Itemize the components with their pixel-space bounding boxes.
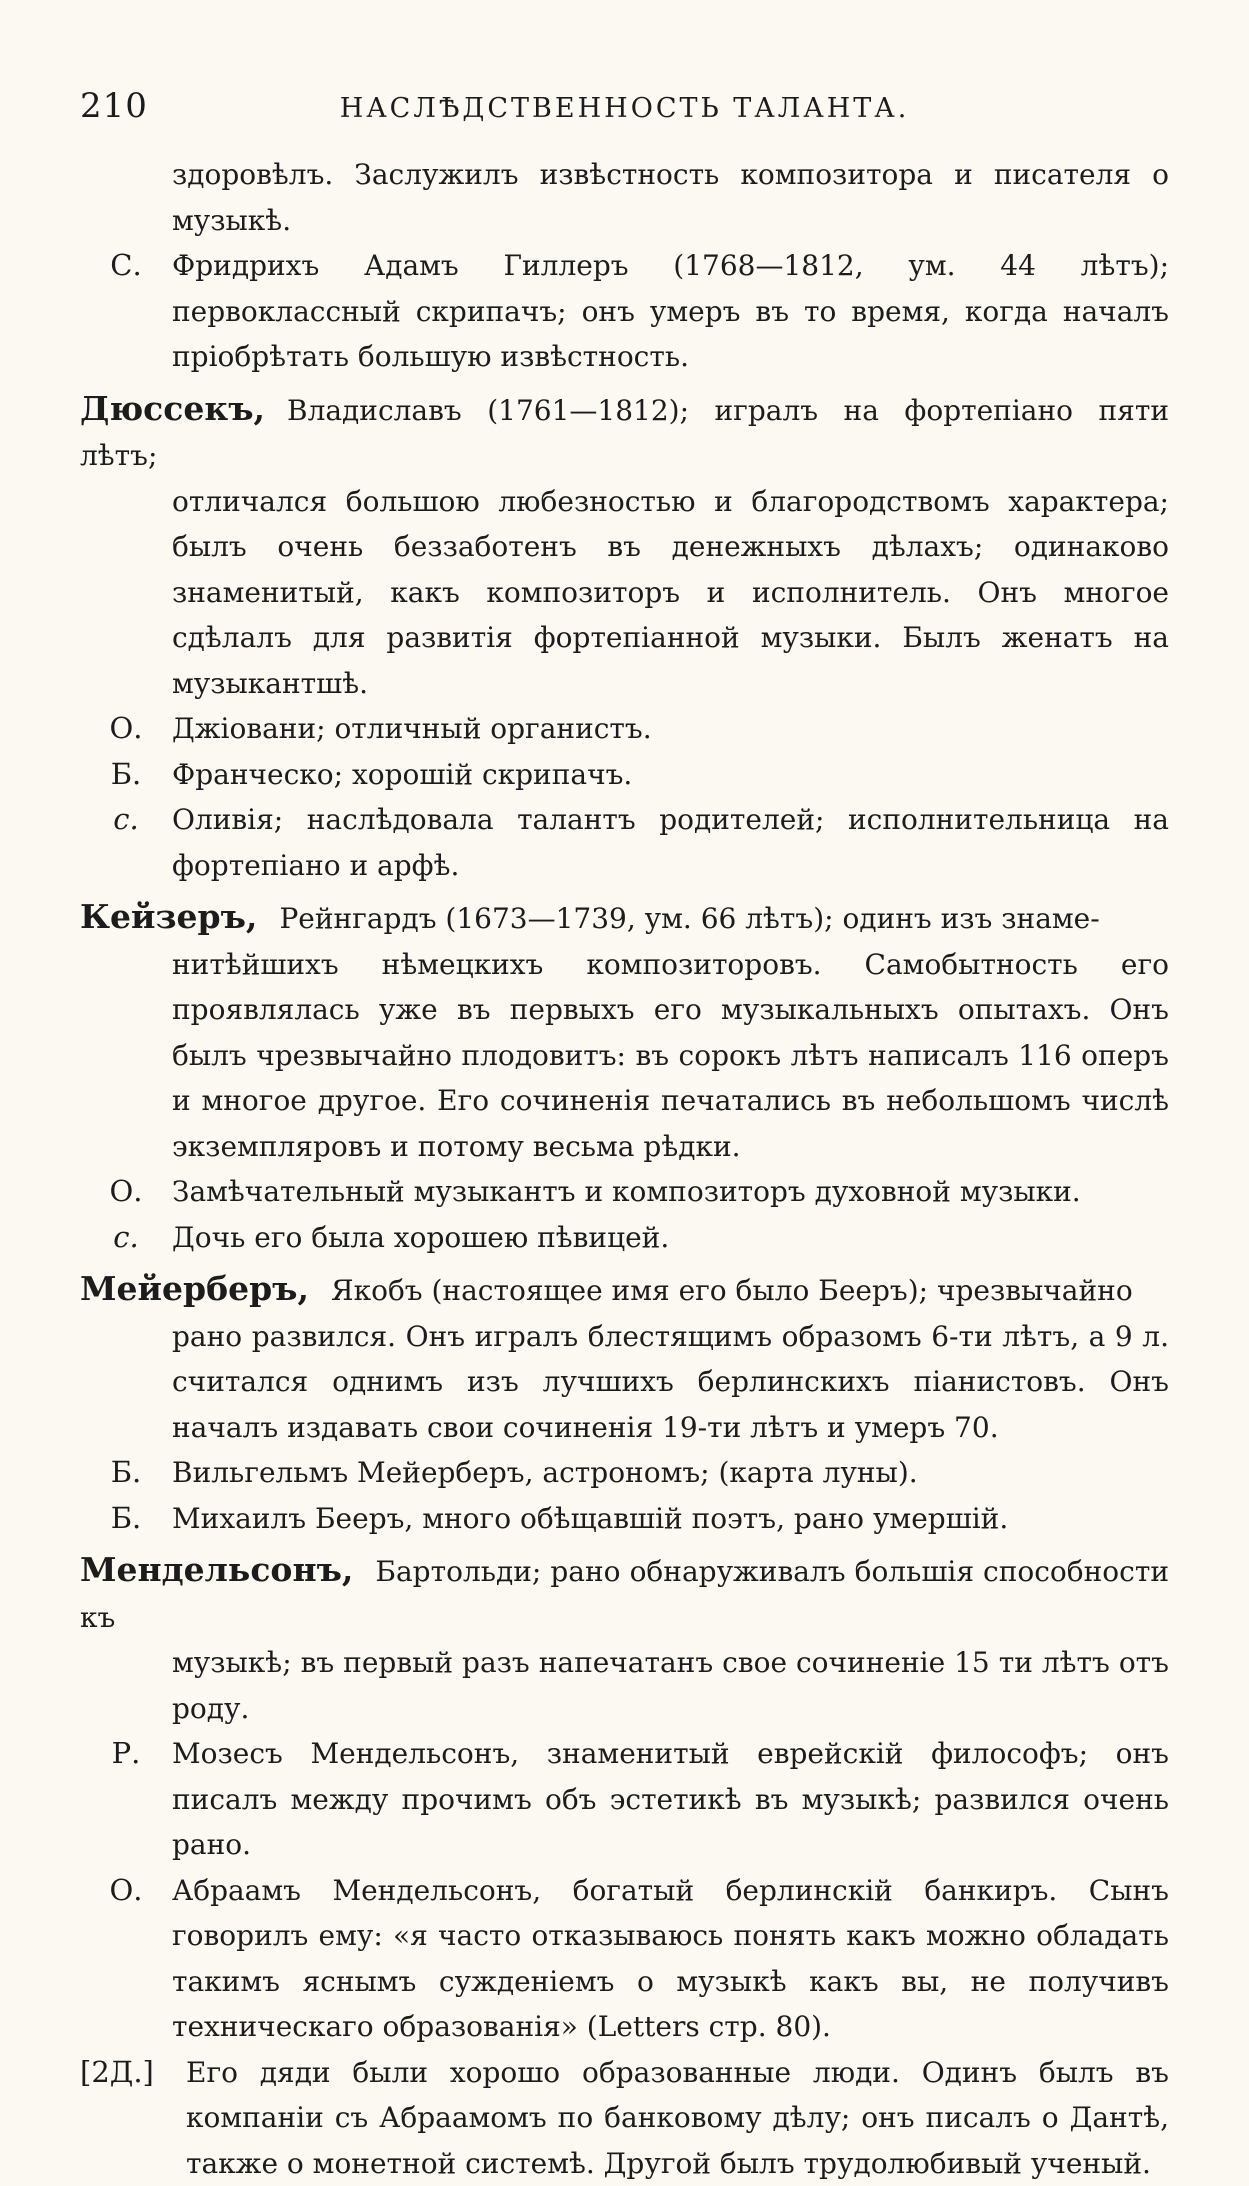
relation-marker: О. <box>80 1169 172 1215</box>
entry-first-line-text: Рейнгардъ (1673—1739, ум. 66 лѣтъ); одинъ изъ знаме- <box>279 902 1099 935</box>
entry-text: Мозесъ Мендельсонъ, знаменитый еврейскій философъ; онъ писалъ между прочимъ объ эстетикѣ въ музыкѣ; развился очень рано. <box>172 1731 1169 1868</box>
entry-text: Замѣчательный музыкантъ и композиторъ духовной музыки. <box>172 1169 1169 1215</box>
relative-entry <box>80 706 1169 752</box>
entry-first-line-text: Владиславъ (1761—1812); игралъ на фортепіано пяти лѣтъ; <box>80 394 1169 473</box>
relation-marker: С. <box>80 243 172 289</box>
relative-entry <box>80 797 1169 888</box>
entry-text: Дочь его была хорошею пѣвицей. <box>172 1215 1169 1261</box>
relation-marker: О. <box>80 1868 172 1914</box>
main-entry-first-line <box>80 1266 1169 1314</box>
page-number: 210 <box>80 86 240 126</box>
entry-text: Его дяди были хорошо образованные люди. Одинъ былъ въ компаніи съ Абраамомъ по банковому дѣлу; онъ писалъ о Дантѣ, также о монетной системѣ. Другой былъ трудолюбивый ученый. <box>186 2050 1169 2186</box>
entry-text: Михаилъ Бееръ, много обѣщавшій поэтъ, рано умершій. <box>172 1496 1169 1542</box>
main-entry <box>80 894 1169 1169</box>
relative-entry <box>80 243 1169 380</box>
surname-heading: Мейерберъ, <box>80 1269 309 1308</box>
entry-text: Оливія; наслѣдовала талантъ родителей; исполнительница на фортепіано и арфѣ. <box>172 797 1169 888</box>
entry-text: Франческо; хорошій скрипачъ. <box>172 752 1169 798</box>
relation-marker: [2Д.] <box>80 2050 186 2096</box>
relative-entry <box>80 1450 1169 1496</box>
entry-text: отличался большою любезностью и благородствомъ характера; былъ очень беззаботенъ въ денежныхъ дѣлахъ; одинаково знаменитый, какъ композиторъ и исполнитель. Онъ многое сдѣлалъ для развитія фортепіанной музыки. Былъ женатъ на музыкантшѣ. <box>80 479 1169 707</box>
running-head <box>80 86 1169 134</box>
entry-text: Вильгельмъ Мейерберъ, астрономъ; (карта луны). <box>172 1450 1169 1496</box>
entry-text: Абраамъ Мендельсонъ, богатый берлинскій банкиръ. Сынъ говорилъ ему: «я часто отказываюсь понять какъ можно обладать такимъ яснымъ сужденіемъ о музыкѣ какъ вы, не получивъ техническаго образованія» (Letters стр. 80). <box>172 1868 1169 2050</box>
main-entry <box>80 1547 1169 1731</box>
relative-entry <box>80 752 1169 798</box>
surname-heading: Дюссекъ, <box>80 389 265 428</box>
relative-entry <box>80 1215 1169 1261</box>
relation-marker: О. <box>80 706 172 752</box>
main-entry <box>80 386 1169 707</box>
relation-marker: Б. <box>80 752 172 798</box>
entry-first-line-text: Бартольди; рано обнаруживалъ большія способности къ <box>80 1555 1169 1634</box>
entry-first-line-text: Якобъ (настоящее имя его было Бееръ); чрезвычайно <box>331 1274 1133 1307</box>
main-entry-first-line <box>80 1547 1169 1640</box>
relation-marker: Р. <box>80 1731 172 1777</box>
entry-text: рано развился. Онъ игралъ блестящимъ образомъ 6-ти лѣтъ, а 9 л. считался однимъ изъ лучшихъ берлинскихъ піанистовъ. Онъ началъ издавать свои сочиненія 19-ти лѣтъ и умеръ 70. <box>80 1314 1169 1451</box>
surname-heading: Мендельсонъ, <box>80 1550 353 1589</box>
main-entry-first-line <box>80 386 1169 479</box>
relation-marker: Б. <box>80 1450 172 1496</box>
entry-text: нитѣйшихъ нѣмецкихъ композиторовъ. Самобытность его проявлялась уже въ первыхъ его музыкальныхъ опытахъ. Онъ былъ чрезвычайно плодовитъ: въ сорокъ лѣтъ написалъ 116 оперъ и многое другое. Его сочиненія печатались въ небольшомъ числѣ экземпляровъ и потому весьма рѣдки. <box>80 942 1169 1170</box>
entry-text: Фридрихъ Адамъ Гиллеръ (1768—1812, ум. 44 лѣтъ); первоклассный скрипачъ; онъ умеръ въ то время, когда началъ пріобрѣтать большую извѣстность. <box>172 243 1169 380</box>
relative-entry <box>80 1169 1169 1215</box>
relation-marker: с. <box>80 797 172 843</box>
relative-entry <box>80 2050 1169 2186</box>
relative-entry <box>80 1496 1169 1542</box>
continuation-text: здоровѣлъ. Заслужилъ извѣстность композитора и писателя о музыкѣ. <box>80 152 1169 243</box>
relation-marker: с. <box>80 1215 172 1261</box>
entry-text: Джіовани; отличный органистъ. <box>172 706 1169 752</box>
relative-entry <box>80 1731 1169 1868</box>
running-title: НАСЛѢДСТВЕННОСТЬ ТАЛАНТА. <box>240 93 1169 124</box>
main-entry <box>80 1266 1169 1450</box>
relation-marker: Б. <box>80 1496 172 1542</box>
entry-text: музыкѣ; въ первый разъ напечатанъ свое сочиненіе 15 ти лѣтъ отъ роду. <box>80 1640 1169 1731</box>
main-entry-first-line <box>80 894 1169 942</box>
surname-heading: Кейзеръ, <box>80 897 257 936</box>
relative-entry <box>80 1868 1169 2050</box>
